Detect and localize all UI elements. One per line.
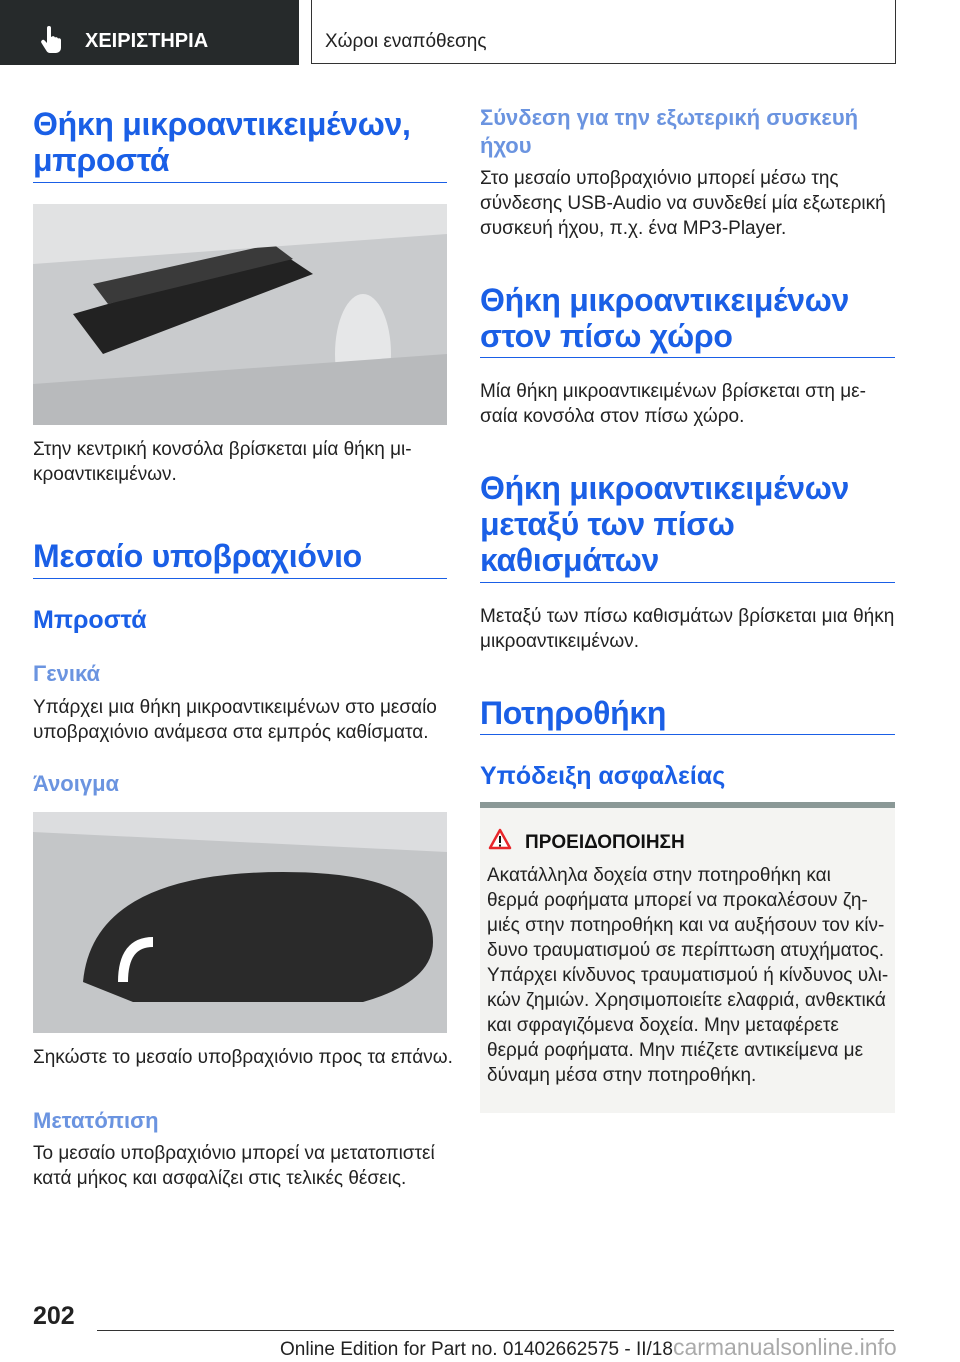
section-title: ΧΕΙΡΙΣΤΗΡΙΑ (85, 30, 209, 52)
divider (33, 182, 447, 183)
armrest-image (33, 812, 447, 1033)
subsection-title: Χώροι εναπόθεσης (325, 31, 487, 52)
warning-title: ΠΡΟΕΙΔΟΠΟΙΗΣΗ (525, 832, 685, 853)
paragraph: Μία θήκη μικροαντικειμένων βρίσκεται στη με- σαία κονσόλα στον πίσω χώρο. (480, 381, 866, 427)
heading-front: Μπροστά (33, 606, 147, 634)
heading-rear-tray: Θήκη μικροαντικειμένων στον πίσω χώρο (480, 282, 849, 354)
heading-opening: Άνοιγμα (33, 771, 120, 796)
heading-audio-connection: Σύνδεση για την εξωτερική συσκευή ήχου (480, 105, 859, 158)
paragraph: Το μεσαίο υποβραχιόνιο μπορεί να μετατοπιστεί κατά μήκος και ασφαλίζει στις τελικές θέσεις. (33, 1143, 435, 1189)
divider (33, 578, 447, 579)
footer-rule (97, 1330, 894, 1331)
heading-front-tray: Θήκη μικροαντικειμένων, μπροστά (33, 106, 411, 178)
hand-pointer-icon (40, 26, 64, 54)
page-number: 202 (33, 1302, 75, 1330)
divider (480, 357, 895, 358)
paragraph: Στο μεσαίο υποβραχιόνιο μπορεί μέσω της σύνδεσης USB-Audio να συνδεθεί μία εξωτερική συσκευή ήχου, π.χ. ένα MP3-Player. (480, 168, 886, 239)
heading-adjustment: Μετατόπιση (33, 1108, 159, 1133)
divider (480, 734, 895, 735)
paragraph: Σηκώστε το μεσαίο υποβραχιόνιο προς τα επάνω. (33, 1047, 453, 1068)
heading-cup-holder: Ποτηροθήκη (480, 695, 667, 731)
front-tray-image (33, 204, 447, 425)
watermark: carmanualsonline.info (672, 1334, 897, 1360)
divider (480, 582, 895, 583)
heading-between-seats-tray: Θήκη μικροαντικειμένων μεταξύ των πίσω καθισμάτων (480, 470, 849, 578)
heading-general: Γενικά (33, 661, 101, 686)
warning-text: Ακατάλληλα δοχεία στην ποτηροθήκη και θερμά ροφήματα μπορεί να προκαλέσουν ζη- μιές στην ποτηροθήκη και να αυξήσουν τον κίν- δυνο τραυματισμού σε περίπτωση ατυχήματος. Υπάρχει κίνδυνος τραυματισμού ή κίνδυνος υλι- κών ζημιών. Χρησιμοποιείτε ελαφριά, ανθεκτικά και σφραγιζόμενα δοχεία. Μην μεταφέρετε θερμά ροφήματα. Μην πιέζετε αντικείμενα με δύναμη μέσα στην ποτηροθήκη. (487, 865, 889, 1086)
paragraph: Μεταξύ των πίσω καθισμάτων βρίσκεται μια θήκη μικροαντικειμένων. (480, 606, 895, 652)
paragraph: Στην κεντρική κονσόλα βρίσκεται μία θήκη μι- κροαντικειμένων. (33, 439, 412, 485)
heading-center-armrest: Μεσαίο υποβραχιόνιο (33, 538, 362, 574)
warning-icon (488, 828, 512, 850)
footer-edition: Online Edition for Part no. 01402662575 - II/18carmanualsonline.info (280, 1334, 897, 1360)
heading-safety-note: Υπόδειξη ασφαλείας (480, 762, 726, 790)
paragraph: Υπάρχει μια θήκη μικροαντικειμένων στο μεσαίο υποβραχιόνιο ανάμεσα στα εμπρός καθίσματα. (33, 697, 437, 743)
